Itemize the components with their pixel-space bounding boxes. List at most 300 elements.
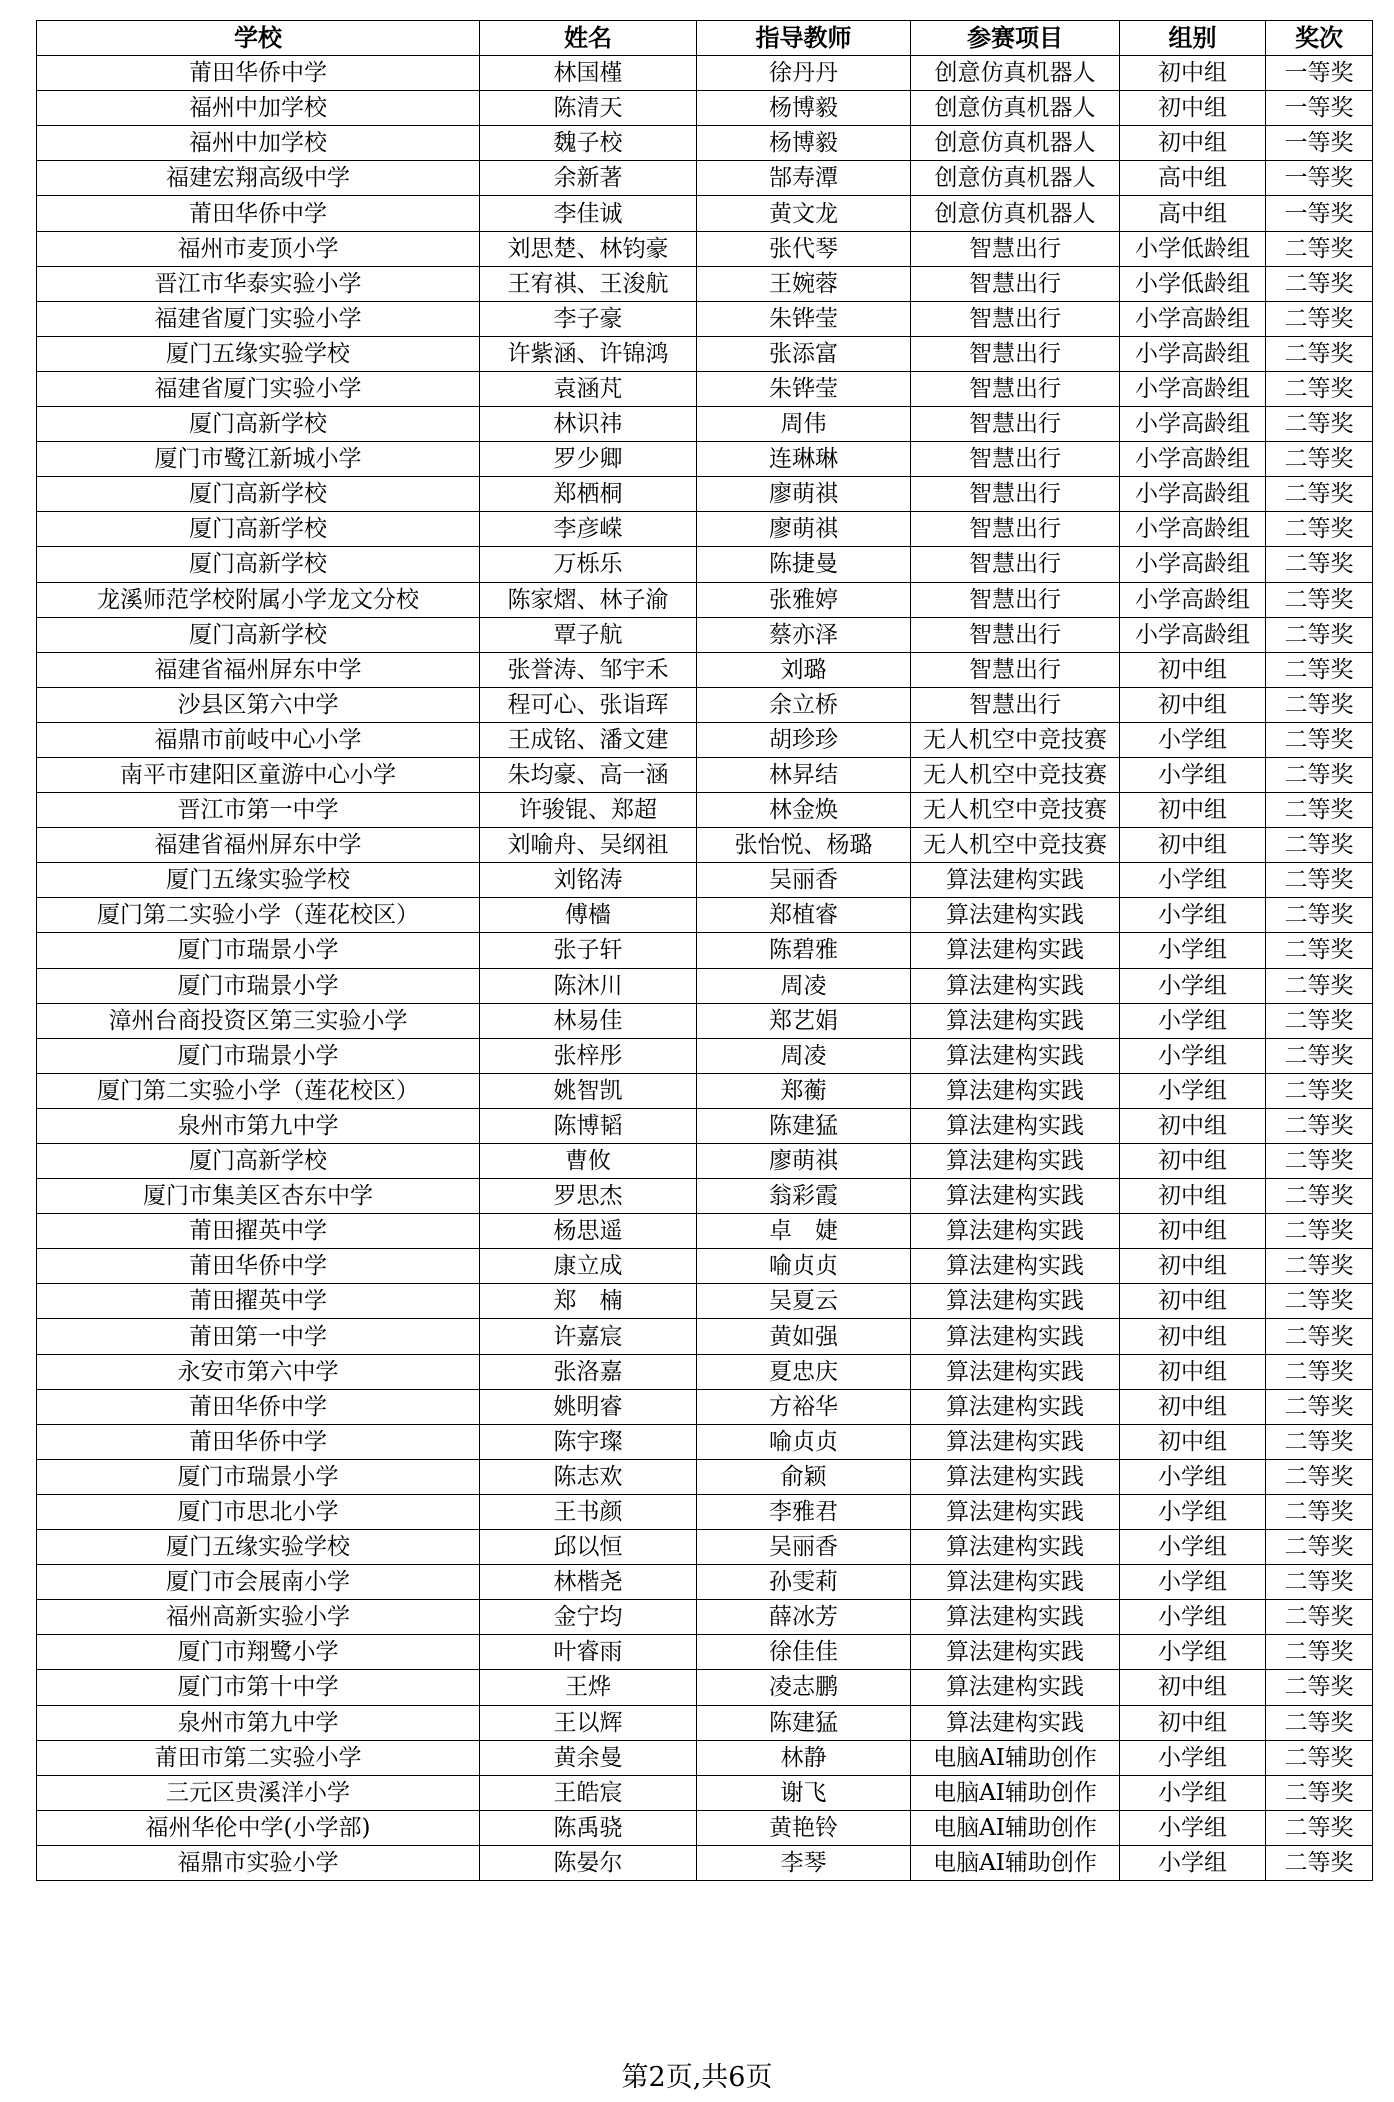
cell-award: 一等奖: [1266, 126, 1373, 161]
cell-group: 小学组: [1120, 898, 1266, 933]
table-row: [37, 1179, 1373, 1214]
cell-event: 算法建构实践: [911, 1389, 1120, 1424]
table-row: [37, 301, 1373, 336]
cell-school: 厦门五缘实验学校: [37, 336, 480, 371]
cell-school: 永安市第六中学: [37, 1354, 480, 1389]
table-row: [37, 1038, 1373, 1073]
cell-group: 小学高龄组: [1120, 512, 1266, 547]
cell-event: 算法建构实践: [911, 1670, 1120, 1705]
table-row: [37, 1530, 1373, 1565]
cell-award: 二等奖: [1266, 968, 1373, 1003]
cell-event: 算法建构实践: [911, 1179, 1120, 1214]
cell-instructor: 郜寿潭: [697, 161, 911, 196]
cell-instructor: 吴丽香: [697, 1530, 911, 1565]
cell-student-name: 许嘉宸: [480, 1319, 697, 1354]
cell-event: 电脑AI辅助创作: [911, 1740, 1120, 1775]
cell-student-name: 姚智凯: [480, 1073, 697, 1108]
cell-group: 初中组: [1120, 126, 1266, 161]
cell-award: 二等奖: [1266, 442, 1373, 477]
cell-event: 电脑AI辅助创作: [911, 1775, 1120, 1810]
cell-group: 小学组: [1120, 968, 1266, 1003]
cell-group: 小学组: [1120, 1459, 1266, 1494]
cell-student-name: 陈禹骁: [480, 1810, 697, 1845]
cell-instructor: 陈建猛: [697, 1108, 911, 1143]
cell-instructor: 林金焕: [697, 793, 911, 828]
cell-student-name: 陈清天: [480, 91, 697, 126]
cell-event: 智慧出行: [911, 231, 1120, 266]
cell-group: 小学低龄组: [1120, 266, 1266, 301]
cell-event: 算法建构实践: [911, 1214, 1120, 1249]
cell-school: 沙县区第六中学: [37, 687, 480, 722]
cell-school: 晋江市第一中学: [37, 793, 480, 828]
cell-group: 小学组: [1120, 1494, 1266, 1529]
cell-group: 小学高龄组: [1120, 617, 1266, 652]
table-row: [37, 1635, 1373, 1670]
cell-award: 二等奖: [1266, 547, 1373, 582]
cell-school: 福州市麦顶小学: [37, 231, 480, 266]
cell-student-name: 陈晏尔: [480, 1845, 697, 1880]
table-row: [37, 1073, 1373, 1108]
table-row: [37, 1459, 1373, 1494]
cell-student-name: 王成铭、潘文建: [480, 722, 697, 757]
cell-school: 厦门高新学校: [37, 617, 480, 652]
cell-award: 二等奖: [1266, 828, 1373, 863]
table-row: [37, 161, 1373, 196]
cell-group: 小学组: [1120, 1003, 1266, 1038]
cell-event: 算法建构实践: [911, 1565, 1120, 1600]
cell-instructor: 谢飞: [697, 1775, 911, 1810]
cell-student-name: 万栎乐: [480, 547, 697, 582]
cell-event: 算法建构实践: [911, 1038, 1120, 1073]
cell-student-name: 林易佳: [480, 1003, 697, 1038]
cell-event: 算法建构实践: [911, 1073, 1120, 1108]
cell-event: 创意仿真机器人: [911, 91, 1120, 126]
cell-group: 初中组: [1120, 1354, 1266, 1389]
cell-group: 初中组: [1120, 1670, 1266, 1705]
cell-school: 厦门第二实验小学（莲花校区）: [37, 898, 480, 933]
cell-student-name: 林楷尧: [480, 1565, 697, 1600]
cell-award: 二等奖: [1266, 1108, 1373, 1143]
cell-student-name: 王皓宸: [480, 1775, 697, 1810]
cell-group: 小学高龄组: [1120, 301, 1266, 336]
table-row: [37, 442, 1373, 477]
cell-award: 二等奖: [1266, 1494, 1373, 1529]
cell-award: 二等奖: [1266, 1214, 1373, 1249]
header-instructor: 指导教师: [697, 21, 911, 56]
cell-instructor: 陈碧雅: [697, 933, 911, 968]
cell-group: 初中组: [1120, 1144, 1266, 1179]
cell-student-name: 林国槿: [480, 56, 697, 91]
cell-award: 二等奖: [1266, 757, 1373, 792]
cell-instructor: 徐丹丹: [697, 56, 911, 91]
cell-instructor: 俞颖: [697, 1459, 911, 1494]
cell-school: 厦门市集美区杏东中学: [37, 1179, 480, 1214]
cell-group: 初中组: [1120, 1389, 1266, 1424]
cell-award: 二等奖: [1266, 1038, 1373, 1073]
table-row: [37, 336, 1373, 371]
cell-student-name: 郑 楠: [480, 1284, 697, 1319]
cell-school: 厦门高新学校: [37, 547, 480, 582]
table-row: [37, 1003, 1373, 1038]
cell-award: 二等奖: [1266, 687, 1373, 722]
cell-group: 小学组: [1120, 1845, 1266, 1880]
cell-school: 莆田市第二实验小学: [37, 1740, 480, 1775]
table-row: [37, 1600, 1373, 1635]
header-school: 学校: [37, 21, 480, 56]
cell-award: 二等奖: [1266, 1249, 1373, 1284]
cell-event: 智慧出行: [911, 652, 1120, 687]
cell-event: 创意仿真机器人: [911, 126, 1120, 161]
cell-award: 二等奖: [1266, 1179, 1373, 1214]
cell-student-name: 余新著: [480, 161, 697, 196]
table-row: [37, 1424, 1373, 1459]
cell-instructor: 杨博毅: [697, 91, 911, 126]
cell-event: 智慧出行: [911, 477, 1120, 512]
cell-award: 二等奖: [1266, 582, 1373, 617]
cell-event: 智慧出行: [911, 301, 1120, 336]
cell-event: 智慧出行: [911, 266, 1120, 301]
cell-award: 二等奖: [1266, 1600, 1373, 1635]
cell-student-name: 王书颜: [480, 1494, 697, 1529]
cell-school: 漳州台商投资区第三实验小学: [37, 1003, 480, 1038]
cell-school: 厦门市思北小学: [37, 1494, 480, 1529]
cell-instructor: 刘璐: [697, 652, 911, 687]
cell-event: 算法建构实践: [911, 1600, 1120, 1635]
table-row: [37, 933, 1373, 968]
cell-student-name: 陈沐川: [480, 968, 697, 1003]
header-student-name: 姓名: [480, 21, 697, 56]
cell-student-name: 姚明睿: [480, 1389, 697, 1424]
cell-award: 二等奖: [1266, 1845, 1373, 1880]
cell-event: 算法建构实践: [911, 1003, 1120, 1038]
table-row: [37, 1389, 1373, 1424]
table-row: [37, 1214, 1373, 1249]
cell-instructor: 陈捷曼: [697, 547, 911, 582]
cell-student-name: 罗思杰: [480, 1179, 697, 1214]
cell-student-name: 陈宇璨: [480, 1424, 697, 1459]
table-row: [37, 1845, 1373, 1880]
page-indicator: 第2页,共6页: [621, 2062, 773, 2093]
cell-group: 初中组: [1120, 652, 1266, 687]
cell-award: 二等奖: [1266, 1705, 1373, 1740]
cell-school: 龙溪师范学校附属小学龙文分校: [37, 582, 480, 617]
cell-event: 创意仿真机器人: [911, 161, 1120, 196]
cell-student-name: 李子豪: [480, 301, 697, 336]
cell-student-name: 杨思遥: [480, 1214, 697, 1249]
cell-event: 算法建构实践: [911, 1144, 1120, 1179]
cell-award: 二等奖: [1266, 1424, 1373, 1459]
cell-school: 晋江市华泰实验小学: [37, 266, 480, 301]
cell-instructor: 周凌: [697, 1038, 911, 1073]
cell-instructor: 周凌: [697, 968, 911, 1003]
cell-student-name: 黄余曼: [480, 1740, 697, 1775]
cell-group: 初中组: [1120, 1319, 1266, 1354]
table-row: [37, 547, 1373, 582]
cell-school: 莆田第一中学: [37, 1319, 480, 1354]
cell-award: 二等奖: [1266, 231, 1373, 266]
table-row: [37, 863, 1373, 898]
cell-event: 算法建构实践: [911, 1319, 1120, 1354]
cell-instructor: 张怡悦、杨璐: [697, 828, 911, 863]
cell-student-name: 李佳诚: [480, 196, 697, 231]
cell-school: 莆田华侨中学: [37, 56, 480, 91]
table-row: [37, 91, 1373, 126]
cell-award: 二等奖: [1266, 793, 1373, 828]
cell-award: 二等奖: [1266, 336, 1373, 371]
cell-event: 算法建构实践: [911, 1284, 1120, 1319]
cell-student-name: 陈志欢: [480, 1459, 697, 1494]
cell-event: 创意仿真机器人: [911, 56, 1120, 91]
cell-instructor: 卓 婕: [697, 1214, 911, 1249]
cell-award: 二等奖: [1266, 1530, 1373, 1565]
cell-instructor: 李雅君: [697, 1494, 911, 1529]
cell-group: 小学高龄组: [1120, 407, 1266, 442]
cell-event: 算法建构实践: [911, 1108, 1120, 1143]
cell-group: 小学组: [1120, 1530, 1266, 1565]
cell-school: 厦门高新学校: [37, 407, 480, 442]
cell-instructor: 林昇结: [697, 757, 911, 792]
table-row: [37, 1144, 1373, 1179]
cell-instructor: 吴夏云: [697, 1284, 911, 1319]
table-row: [37, 828, 1373, 863]
cell-event: 智慧出行: [911, 442, 1120, 477]
cell-school: 厦门市第十中学: [37, 1670, 480, 1705]
table-row: [37, 1775, 1373, 1810]
table-body: [37, 56, 1373, 1881]
cell-award: 二等奖: [1266, 898, 1373, 933]
cell-instructor: 黄艳铃: [697, 1810, 911, 1845]
table-row: [37, 722, 1373, 757]
cell-award: 二等奖: [1266, 512, 1373, 547]
cell-instructor: 孙雯莉: [697, 1565, 911, 1600]
cell-instructor: 郑艺娟: [697, 1003, 911, 1038]
cell-instructor: 喻贞贞: [697, 1424, 911, 1459]
header-event: 参赛项目: [911, 21, 1120, 56]
cell-instructor: 朱铧莹: [697, 371, 911, 406]
cell-event: 智慧出行: [911, 336, 1120, 371]
cell-award: 二等奖: [1266, 1284, 1373, 1319]
cell-instructor: 徐佳佳: [697, 1635, 911, 1670]
cell-school: 厦门市瑞景小学: [37, 968, 480, 1003]
cell-award: 一等奖: [1266, 91, 1373, 126]
cell-student-name: 袁涵芃: [480, 371, 697, 406]
cell-instructor: 吴丽香: [697, 863, 911, 898]
table-header: [37, 21, 1373, 56]
cell-event: 算法建构实践: [911, 1424, 1120, 1459]
cell-school: 福建省福州屏东中学: [37, 828, 480, 863]
cell-group: 初中组: [1120, 1214, 1266, 1249]
table-row: [37, 1108, 1373, 1143]
cell-group: 小学组: [1120, 933, 1266, 968]
cell-school: 莆田华侨中学: [37, 1249, 480, 1284]
cell-school: 福鼎市实验小学: [37, 1845, 480, 1880]
cell-award: 二等奖: [1266, 722, 1373, 757]
cell-instructor: 连琳琳: [697, 442, 911, 477]
table-row: [37, 1705, 1373, 1740]
cell-instructor: 蔡亦泽: [697, 617, 911, 652]
table-row: [37, 512, 1373, 547]
cell-student-name: 许骏锟、郑超: [480, 793, 697, 828]
cell-student-name: 郑栖桐: [480, 477, 697, 512]
cell-event: 无人机空中竞技赛: [911, 757, 1120, 792]
cell-event: 创意仿真机器人: [911, 196, 1120, 231]
cell-instructor: 方裕华: [697, 1389, 911, 1424]
cell-school: 福建省福州屏东中学: [37, 652, 480, 687]
cell-event: 算法建构实践: [911, 863, 1120, 898]
cell-student-name: 程可心、张诣珲: [480, 687, 697, 722]
cell-group: 小学高龄组: [1120, 582, 1266, 617]
cell-student-name: 许紫涵、许锦鸿: [480, 336, 697, 371]
table-row: [37, 1249, 1373, 1284]
cell-award: 二等奖: [1266, 1635, 1373, 1670]
cell-student-name: 张梓彤: [480, 1038, 697, 1073]
cell-group: 小学高龄组: [1120, 547, 1266, 582]
cell-school: 厦门市瑞景小学: [37, 1038, 480, 1073]
cell-event: 智慧出行: [911, 687, 1120, 722]
cell-school: 厦门市会展南小学: [37, 1565, 480, 1600]
cell-student-name: 陈家熠、林子渝: [480, 582, 697, 617]
cell-instructor: 余立桥: [697, 687, 911, 722]
table-row: [37, 56, 1373, 91]
cell-award: 一等奖: [1266, 196, 1373, 231]
cell-student-name: 傅檣: [480, 898, 697, 933]
cell-instructor: 陈建猛: [697, 1705, 911, 1740]
cell-award: 二等奖: [1266, 1319, 1373, 1354]
cell-instructor: 胡珍珍: [697, 722, 911, 757]
cell-instructor: 林静: [697, 1740, 911, 1775]
cell-student-name: 张誉涛、邹宇禾: [480, 652, 697, 687]
cell-event: 算法建构实践: [911, 1249, 1120, 1284]
cell-event: 智慧出行: [911, 512, 1120, 547]
cell-event: 无人机空中竞技赛: [911, 793, 1120, 828]
cell-award: 一等奖: [1266, 56, 1373, 91]
table-row: [37, 371, 1373, 406]
cell-instructor: 朱铧莹: [697, 301, 911, 336]
cell-group: 初中组: [1120, 1424, 1266, 1459]
cell-school: 厦门五缘实验学校: [37, 1530, 480, 1565]
cell-school: 厦门高新学校: [37, 512, 480, 547]
cell-award: 二等奖: [1266, 371, 1373, 406]
cell-award: 二等奖: [1266, 1740, 1373, 1775]
cell-group: 初中组: [1120, 56, 1266, 91]
cell-group: 小学组: [1120, 1565, 1266, 1600]
cell-student-name: 曹攸: [480, 1144, 697, 1179]
cell-award: 二等奖: [1266, 1810, 1373, 1845]
cell-event: 算法建构实践: [911, 1459, 1120, 1494]
table-row: [37, 898, 1373, 933]
cell-student-name: 王以辉: [480, 1705, 697, 1740]
cell-group: 小学高龄组: [1120, 442, 1266, 477]
cell-award: 二等奖: [1266, 863, 1373, 898]
table-row: [37, 1670, 1373, 1705]
cell-group: 初中组: [1120, 1108, 1266, 1143]
cell-school: 莆田擢英中学: [37, 1284, 480, 1319]
cell-school: 厦门市翔鹭小学: [37, 1635, 480, 1670]
cell-school: 福州华伦中学(小学部): [37, 1810, 480, 1845]
cell-event: 算法建构实践: [911, 933, 1120, 968]
cell-event: 算法建构实践: [911, 1635, 1120, 1670]
table-row: [37, 582, 1373, 617]
cell-group: 小学组: [1120, 757, 1266, 792]
cell-event: 算法建构实践: [911, 898, 1120, 933]
cell-group: 小学组: [1120, 1775, 1266, 1810]
awards-table: [36, 20, 1373, 1881]
cell-student-name: 李彦嵘: [480, 512, 697, 547]
cell-student-name: 叶睿雨: [480, 1635, 697, 1670]
cell-school: 莆田华侨中学: [37, 196, 480, 231]
cell-group: 初中组: [1120, 1179, 1266, 1214]
cell-group: 小学组: [1120, 1635, 1266, 1670]
cell-award: 二等奖: [1266, 1144, 1373, 1179]
cell-instructor: 张雅婷: [697, 582, 911, 617]
table-row: [37, 1740, 1373, 1775]
cell-award: 二等奖: [1266, 1389, 1373, 1424]
cell-school: 莆田华侨中学: [37, 1389, 480, 1424]
cell-student-name: 刘铭涛: [480, 863, 697, 898]
cell-school: 福建宏翔高级中学: [37, 161, 480, 196]
cell-award: 二等奖: [1266, 477, 1373, 512]
header-group: 组别: [1120, 21, 1266, 56]
cell-school: 福建省厦门实验小学: [37, 371, 480, 406]
cell-instructor: 廖萌祺: [697, 477, 911, 512]
cell-group: 高中组: [1120, 161, 1266, 196]
cell-instructor: 杨博毅: [697, 126, 911, 161]
cell-event: 智慧出行: [911, 582, 1120, 617]
cell-group: 初中组: [1120, 91, 1266, 126]
cell-school: 厦门市瑞景小学: [37, 1459, 480, 1494]
cell-school: 泉州市第九中学: [37, 1108, 480, 1143]
table-row: [37, 1319, 1373, 1354]
cell-school: 福州中加学校: [37, 126, 480, 161]
cell-student-name: 刘喻舟、吴纲祖: [480, 828, 697, 863]
cell-student-name: 罗少卿: [480, 442, 697, 477]
cell-school: 莆田华侨中学: [37, 1424, 480, 1459]
cell-student-name: 金宁均: [480, 1600, 697, 1635]
cell-school: 莆田擢英中学: [37, 1214, 480, 1249]
cell-instructor: 李琴: [697, 1845, 911, 1880]
table-row: [37, 1494, 1373, 1529]
cell-school: 泉州市第九中学: [37, 1705, 480, 1740]
cell-event: 算法建构实践: [911, 968, 1120, 1003]
cell-group: 小学高龄组: [1120, 336, 1266, 371]
cell-instructor: 夏忠庆: [697, 1354, 911, 1389]
cell-school: 福州高新实验小学: [37, 1600, 480, 1635]
table-row: [37, 1565, 1373, 1600]
table-row: [37, 1284, 1373, 1319]
cell-award: 二等奖: [1266, 301, 1373, 336]
table-row: [37, 231, 1373, 266]
cell-instructor: 张添富: [697, 336, 911, 371]
cell-award: 二等奖: [1266, 407, 1373, 442]
cell-student-name: 王烨: [480, 1670, 697, 1705]
cell-group: 小学组: [1120, 1038, 1266, 1073]
table-row: [37, 1354, 1373, 1389]
cell-instructor: 凌志鹏: [697, 1670, 911, 1705]
table-row: [37, 477, 1373, 512]
cell-group: 小学组: [1120, 1600, 1266, 1635]
table-row: [37, 687, 1373, 722]
table-row: [37, 266, 1373, 301]
cell-instructor: 廖萌祺: [697, 512, 911, 547]
cell-student-name: 魏子校: [480, 126, 697, 161]
cell-school: 南平市建阳区童游中心小学: [37, 757, 480, 792]
cell-group: 初中组: [1120, 793, 1266, 828]
cell-instructor: 翁彩霞: [697, 1179, 911, 1214]
header-row: [37, 21, 1373, 56]
table-row: [37, 407, 1373, 442]
cell-award: 一等奖: [1266, 161, 1373, 196]
cell-group: 初中组: [1120, 1249, 1266, 1284]
